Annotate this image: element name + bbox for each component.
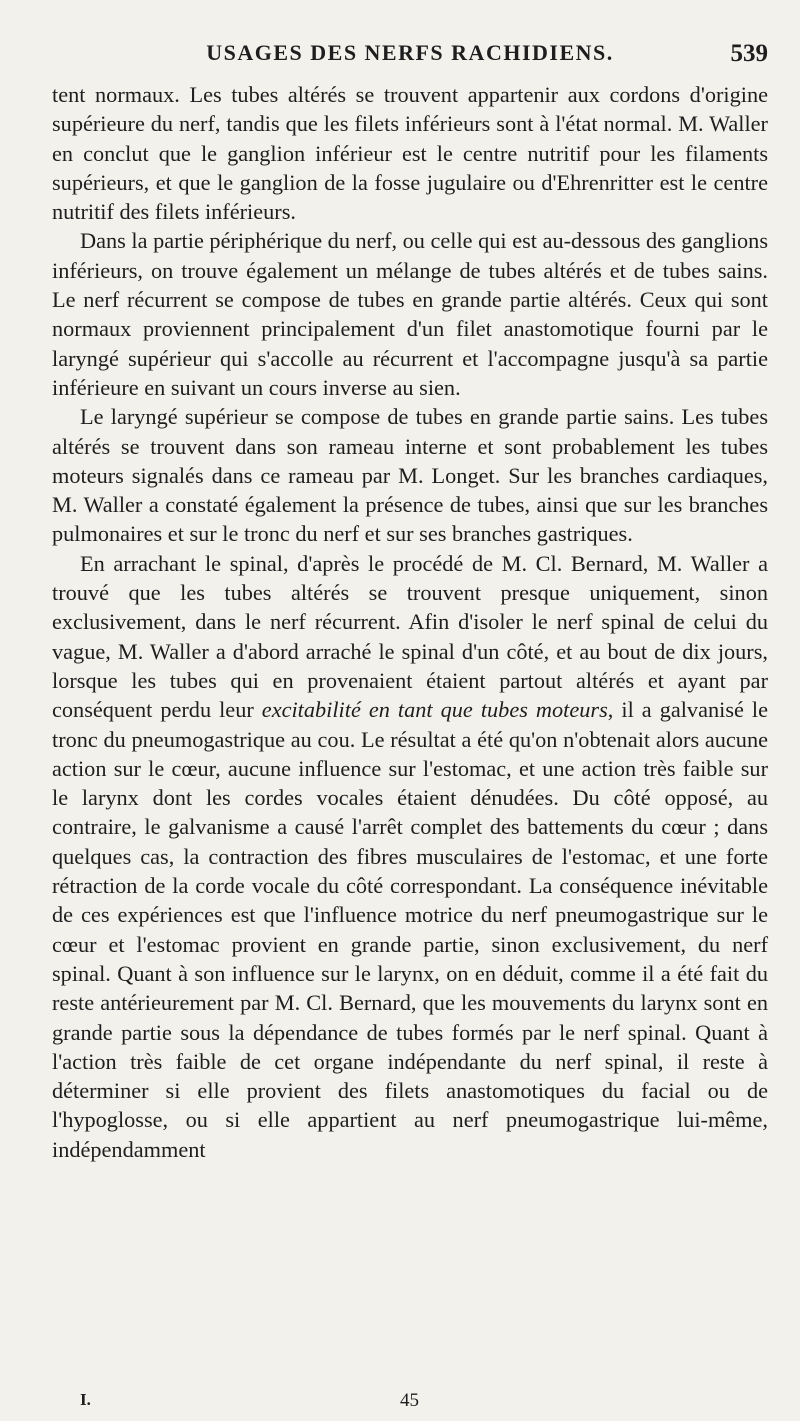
folio-number: 45 xyxy=(400,1390,419,1411)
paragraph-1: tent normaux. Les tubes altérés se trouvent appartenir aux cordons d'origine supérieure du nerf, tandis que les filets inférieurs sont à l'état normal. M. Waller en conclut que le ganglion inférieur est le centre nutritif pour les filaments supérieurs, et que le ganglion de la fosse jugulaire ou d'Ehrenritter est le centre nutritif des filets inférieurs. xyxy=(52,82,768,225)
running-head xyxy=(52,40,768,74)
paragraph-4-text-a: En arrachant le spinal, d'après le procédé de M. Cl. Bernard, M. Waller a trouvé que les tubes altérés se trouvent presque uniquement, sinon exclusivement, dans le nerf récurrent. Afin d'isoler le nerf spinal de celui du vague, M. Waller a d'abord arraché le spinal d'un côté, et au bout de dix jours, lorsque les tubes qui en provenaient étaient partout altérés et ayant par conséquent perdu leur xyxy=(52,550,768,723)
paragraph-4 xyxy=(52,549,768,1164)
paragraph-4-italic-phrase: excitabilité en tant que tubes moteurs xyxy=(261,697,608,723)
paragraph-4-text-b: , il a galvanisé le tronc du pneumogastrique au cou. Le résultat a été qu'on n'obtenait alors aucune action sur le cœur, aucune influence sur l'estomac, et une action très faible sur le larynx dont les cordes vocales étaient dénudées. Du côté opposé, au contraire, le galvanisme a causé l'arrêt complet des battements du cœur ; dans quelques cas, la contraction des fibres musculaires de l'estomac, et une forte rétraction de la corde vocale du côté correspondant. La conséquence inévitable de ces expériences est que l'influence motrice du nerf pneumogastrique sur le cœur et l'estomac provient en grande partie, sinon exclusivement, du nerf spinal. Quant à son influence sur le larynx, on en déduit, comme il a été fait du reste antérieurement par M. Cl. Bernard, que les mouvements du larynx sont en grande partie sous la dépendance de tubes formés par le nerf spinal. Quant à l'action très faible de cet organe indépendante du nerf spinal, il reste à déterminer si elle provient des filets anastomotiques du facial ou de l'hypoglosse, ou si elle appartient au nerf pneumogastrique lui-même, indépendamment xyxy=(52,697,769,1162)
paragraph-2: Dans la partie périphérique du nerf, ou celle qui est au-dessous des ganglions inférieurs, on trouve également un mélange de tubes altérés et de tubes sains. Le nerf récurrent se compose de tubes en grande partie altérés. Ceux qui sont normaux proviennent principalement d'un filet anastomotique fourni par le laryngé supérieur qui s'accolle au récurrent et l'accompagne jusqu'à sa partie inférieure en suivant un cours inverse au sien. xyxy=(52,228,768,400)
paragraph-3: Le laryngé supérieur se compose de tubes en grande partie sains. Les tubes altérés se trouvent dans son rameau interne et sont probablement les tubes moteurs signalés dans ce rameau par M. Longet. Sur les branches cardiaques, M. Waller a constaté également la présence de tubes, ainsi que sur les branches pulmonaires et sur le tronc du nerf et sur ses branches gastriques. xyxy=(52,404,768,547)
page-number: 539 xyxy=(730,40,768,67)
signature-mark: I. xyxy=(80,1390,91,1409)
running-title: USAGES DES NERFS RACHIDIENS. xyxy=(206,40,614,65)
body-text xyxy=(52,80,768,1164)
